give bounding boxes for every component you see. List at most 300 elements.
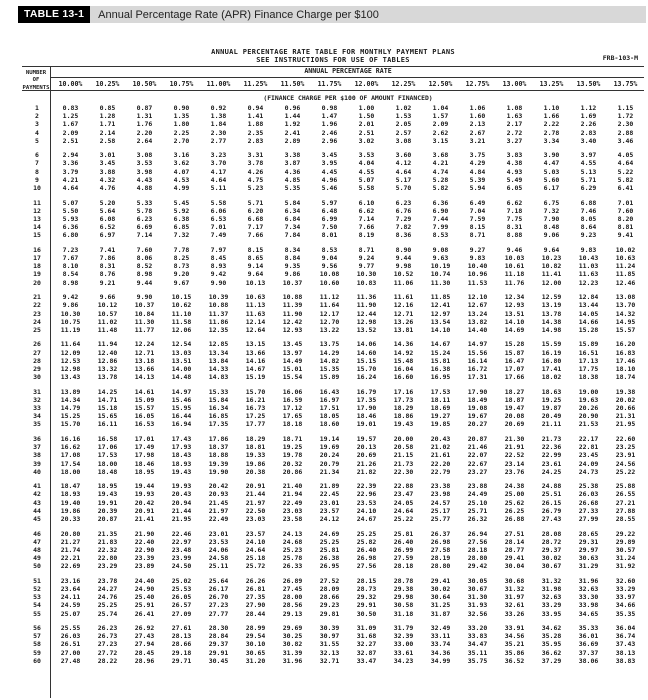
finance-charge-cell: 5.11	[210, 184, 227, 193]
finance-charge-cell: 10.52	[393, 270, 414, 279]
finance-charge-cell: 17.49	[134, 443, 155, 452]
payments-count-cell: 3	[35, 120, 39, 129]
finance-charge-cell: 23.98	[430, 490, 451, 499]
finance-charge-cell: 21.61	[430, 451, 451, 460]
finance-charge-cell: 20.91	[245, 482, 266, 491]
finance-charge-cell: 8.84	[284, 254, 301, 263]
finance-charge-cell: 19.08	[467, 404, 488, 413]
finance-charge-cell: 29.81	[319, 609, 340, 618]
finance-charge-cell: 5.07	[62, 198, 79, 207]
finance-charge-cell: 10.43	[578, 254, 599, 263]
finance-charge-cell: 8.71	[469, 231, 486, 240]
payments-count-cell: 49	[33, 554, 41, 563]
finance-charge-cell: 5.70	[395, 184, 412, 193]
finance-charge-cell: 28.15	[356, 576, 377, 585]
finance-charge-cell: 33.00	[393, 640, 414, 649]
finance-charge-cell: 20.26	[578, 404, 599, 413]
finance-charge-cell: 16.95	[430, 373, 451, 382]
table-row	[22, 601, 644, 609]
finance-charge-cell: 31.97	[504, 593, 525, 602]
finance-charge-cell: 26.37	[430, 529, 451, 538]
finance-charge-cell: 31.96	[578, 576, 599, 585]
finance-charge-cell: 23.38	[430, 482, 451, 491]
finance-charge-cell: 17.98	[134, 451, 155, 460]
finance-charge-cell: 32.60	[615, 576, 636, 585]
finance-charge-cell: 31.18	[393, 609, 414, 618]
finance-charge-cell: 15.15	[356, 356, 377, 365]
finance-charge-cell: 33.74	[430, 640, 451, 649]
table-row	[22, 151, 644, 159]
finance-charge-cell: 18.05	[319, 412, 340, 421]
finance-charge-cell: 1.84	[210, 120, 227, 129]
finance-charge-cell: 8.53	[321, 245, 338, 254]
finance-charge-cell: 9.44	[395, 254, 412, 263]
finance-charge-cell: 19.69	[319, 443, 340, 452]
table-row	[22, 460, 644, 468]
table-row	[22, 262, 644, 270]
finance-charge-cell: 29.22	[615, 529, 636, 538]
finance-charge-cell: 16.62	[60, 443, 81, 452]
finance-charge-cell: 1.67	[62, 120, 79, 129]
finance-charge-cell: 21.34	[319, 467, 340, 476]
finance-charge-cell: 3.70	[210, 159, 227, 168]
finance-charge-cell: 19.86	[60, 506, 81, 515]
finance-charge-cell: 10.23	[541, 254, 562, 263]
finance-charge-cell: 31.39	[282, 648, 303, 657]
finance-charge-cell: 22.49	[282, 498, 303, 507]
finance-charge-cell: 18.00	[97, 459, 118, 468]
finance-charge-cell: 18.29	[393, 404, 414, 413]
finance-charge-cell: 13.70	[615, 301, 636, 310]
finance-charge-cell: 13.03	[171, 348, 192, 357]
finance-charge-cell: 19.38	[615, 387, 636, 396]
finance-charge-cell: 15.25	[60, 412, 81, 421]
finance-charge-cell: 18.93	[171, 459, 192, 468]
finance-charge-cell: 10.63	[615, 254, 636, 263]
finance-charge-cell: 15.81	[430, 356, 451, 365]
table-row	[22, 365, 644, 373]
rate-header-cell: 10.00%	[58, 80, 83, 88]
finance-charge-cell: 22.69	[60, 562, 81, 571]
finance-charge-cell: 33.61	[393, 648, 414, 657]
table-row	[22, 246, 644, 254]
finance-charge-cell: 14.38	[541, 317, 562, 326]
finance-charge-cell: 3.68	[432, 151, 449, 160]
finance-charge-cell: 2.77	[210, 136, 227, 145]
finance-charge-cell: 4.43	[136, 175, 153, 184]
finance-charge-cell: 35.75	[467, 656, 488, 665]
finance-charge-cell: 11.06	[393, 278, 414, 287]
payments-count-cell: 29	[33, 364, 41, 373]
table-row	[22, 624, 644, 632]
left-head-line-2: OF	[32, 77, 40, 84]
finance-charge-cell: 22.46	[171, 529, 192, 538]
finance-charge-cell: 2.51	[62, 136, 79, 145]
finance-charge-cell: 28.72	[541, 537, 562, 546]
payments-count-cell: 25	[33, 325, 41, 334]
table-row	[22, 279, 644, 287]
finance-charge-cell: 7.34	[284, 223, 301, 232]
finance-charge-cell: 4.07	[173, 167, 190, 176]
finance-charge-cell: 6.05	[506, 184, 523, 193]
finance-charge-cell: 6.90	[432, 206, 449, 215]
finance-charge-cell: 12.70	[319, 317, 340, 326]
finance-charge-cell: 8.10	[62, 262, 79, 271]
finance-charge-cell: 13.89	[60, 387, 81, 396]
finance-charge-cell: 3.78	[247, 159, 264, 168]
finance-charge-cell: 34.62	[541, 624, 562, 633]
finance-charge-cell: 6.23	[136, 214, 153, 223]
finance-charge-cell: 1.41	[247, 112, 264, 121]
finance-charge-cell: 5.64	[99, 206, 116, 215]
finance-charge-cell: 3.95	[321, 159, 338, 168]
finance-charge-cell: 16.14	[467, 356, 488, 365]
finance-charge-cell: 15.54	[282, 373, 303, 382]
finance-charge-cell: 21.53	[578, 420, 599, 429]
finance-charge-cell: 15.57	[134, 404, 155, 413]
finance-charge-cell: 5.71	[580, 175, 597, 184]
finance-charge-cell: 20.43	[430, 434, 451, 443]
finance-charge-cell: 18.43	[171, 451, 192, 460]
finance-charge-cell: 1.06	[469, 104, 486, 112]
finance-charge-cell: 30.67	[541, 562, 562, 571]
row-group	[22, 199, 644, 240]
finance-charge-cell: 16.58	[97, 434, 118, 443]
finance-charge-cell: 4.93	[506, 167, 523, 176]
finance-charge-cell: 26.98	[430, 537, 451, 546]
finance-charge-cell: 22.21	[60, 554, 81, 563]
row-group	[22, 340, 644, 381]
finance-charge-cell: 1.71	[99, 120, 116, 129]
finance-charge-cell: 12.64	[245, 325, 266, 334]
finance-charge-cell: 29.42	[467, 562, 488, 571]
finance-charge-cell: 25.51	[541, 490, 562, 499]
finance-charge-cell: 9.14	[247, 262, 264, 271]
finance-charge-cell: 5.60	[543, 175, 560, 184]
finance-charge-cell: 36.69	[578, 640, 599, 649]
finance-charge-cell: 17.86	[208, 434, 229, 443]
finance-charge-cell: 5.49	[506, 175, 523, 184]
payments-count-cell: 32	[33, 395, 41, 404]
finance-charge-cell: 7.82	[395, 223, 412, 232]
finance-charge-cell: 10.19	[430, 262, 451, 271]
finance-charge-cell: 9.42	[210, 270, 227, 279]
finance-charge-cell: 27.77	[208, 609, 229, 618]
finance-charge-cell: 1.12	[580, 104, 597, 112]
finance-charge-cell: 20.69	[356, 451, 377, 460]
payments-count-cell: 42	[33, 490, 41, 499]
finance-charge-cell: 21.95	[171, 515, 192, 523]
finance-charge-cell: 20.42	[208, 482, 229, 491]
finance-charge-cell: 26.92	[134, 624, 155, 633]
finance-charge-cell: 10.37	[282, 278, 303, 287]
table-row	[22, 443, 644, 451]
finance-charge-cell: 24.09	[578, 459, 599, 468]
finance-charge-cell: 24.58	[208, 554, 229, 563]
finance-charge-cell: 26.99	[393, 545, 414, 554]
finance-charge-cell: 8.31	[506, 223, 523, 232]
finance-charge-cell: 18.27	[504, 387, 525, 396]
finance-charge-cell: 20.13	[356, 443, 377, 452]
finance-charge-cell: 13.75	[319, 340, 340, 349]
finance-charge-cell: 25.10	[467, 498, 488, 507]
finance-charge-cell: 4.55	[358, 167, 375, 176]
finance-charge-cell: 12.16	[393, 301, 414, 310]
finance-charge-cell: 2.30	[210, 128, 227, 137]
finance-charge-cell: 22.67	[467, 459, 488, 468]
finance-charge-cell: 2.83	[247, 136, 264, 145]
finance-charge-cell: 1.80	[173, 120, 190, 129]
finance-charge-cell: 22.30	[393, 467, 414, 476]
payments-count-cell: 24	[33, 317, 41, 326]
finance-charge-cell: 15.89	[578, 340, 599, 349]
finance-charge-cell: 22.60	[615, 434, 636, 443]
finance-charge-cell: 15.01	[282, 364, 303, 373]
finance-charge-cell: 30.45	[208, 656, 229, 665]
finance-charge-cell: 14.34	[60, 395, 81, 404]
finance-charge-cell: 16.51	[578, 348, 599, 357]
row-group	[22, 577, 644, 618]
finance-charge-cell: 19.43	[393, 420, 414, 429]
finance-charge-cell: 10.57	[97, 309, 118, 318]
finance-charge-cell: 22.20	[430, 459, 451, 468]
finance-charge-cell: 1.28	[99, 112, 116, 121]
finance-charge-cell: 28.19	[430, 554, 451, 563]
finance-charge-cell: 6.49	[469, 198, 486, 207]
finance-charge-cell: 26.32	[467, 515, 488, 523]
finance-charge-cell: 31.92	[615, 562, 636, 571]
finance-charge-cell: 18.63	[541, 387, 562, 396]
table-row	[22, 412, 644, 420]
finance-charge-cell: 16.94	[171, 420, 192, 429]
finance-charge-cell: 14.95	[615, 317, 636, 326]
finance-charge-cell: 18.02	[541, 373, 562, 382]
finance-charge-cell: 32.39	[393, 632, 414, 641]
payments-count-cell: 20	[33, 278, 41, 287]
finance-charge-cell: 8.64	[580, 223, 597, 232]
finance-charge-cell: 5.58	[358, 184, 375, 193]
table-row	[22, 112, 644, 120]
finance-charge-cell: 17.54	[60, 459, 81, 468]
finance-charge-cell: 15.19	[245, 373, 266, 382]
finance-charge-cell: 28.78	[393, 576, 414, 585]
finance-charge-cell: 12.54	[171, 340, 192, 349]
payments-count-cell: 26	[33, 340, 41, 349]
finance-charge-cell: 7.23	[62, 245, 79, 254]
rate-header-cell: 10.50%	[132, 80, 157, 88]
finance-charge-cell: 22.07	[467, 451, 488, 460]
finance-charge-cell: 3.97	[580, 151, 597, 160]
finance-charge-cell: 33.95	[541, 609, 562, 618]
finance-charge-cell: 8.93	[210, 262, 227, 271]
finance-charge-cell: 6.88	[580, 198, 597, 207]
finance-charge-cell: 11.39	[282, 301, 303, 310]
finance-charge-cell: 22.79	[430, 467, 451, 476]
finance-charge-cell: 4.17	[210, 167, 227, 176]
finance-charge-cell: 14.97	[467, 340, 488, 349]
finance-charge-cell: 25.23	[282, 545, 303, 554]
finance-charge-cell: 9.86	[62, 301, 79, 310]
finance-charge-cell: 36.04	[615, 624, 636, 633]
row-group	[22, 293, 644, 334]
finance-charge-cell: 29.41	[504, 554, 525, 563]
finance-charge-cell: 23.16	[60, 576, 81, 585]
finance-charge-cell: 11.64	[60, 340, 81, 349]
finance-charge-cell: 9.23	[580, 231, 597, 240]
finance-charge-cell: 17.13	[578, 356, 599, 365]
finance-charge-cell: 10.30	[356, 270, 377, 279]
finance-charge-cell: 14.71	[97, 395, 118, 404]
rate-header-cell: 11.75%	[317, 80, 342, 88]
finance-charge-cell: 28.44	[245, 609, 266, 618]
finance-charge-cell: 11.58	[171, 317, 192, 326]
finance-charge-cell: 15.59	[541, 340, 562, 349]
finance-charge-cell: 8.71	[358, 245, 375, 254]
finance-charge-cell: 4.21	[62, 175, 79, 184]
table-row	[22, 468, 644, 476]
finance-charge-cell: 21.97	[245, 498, 266, 507]
finance-charge-cell: 9.46	[506, 245, 523, 254]
finance-charge-cell: 10.12	[97, 301, 118, 310]
finance-charge-cell: 21.91	[504, 443, 525, 452]
finance-charge-cell: 2.05	[395, 120, 412, 129]
finance-charge-cell: 14.67	[245, 364, 266, 373]
table-row	[22, 499, 644, 507]
finance-charge-cell: 13.66	[245, 348, 266, 357]
finance-charge-cell: 18.93	[60, 490, 81, 499]
rate-header-cell: 11.25%	[243, 80, 268, 88]
finance-charge-cell: 3.08	[136, 151, 153, 160]
finance-charge-cell: 27.51	[504, 529, 525, 538]
finance-charge-cell: 16.11	[97, 420, 118, 429]
finance-charge-cell: 2.67	[469, 128, 486, 137]
finance-charge-cell: 17.51	[319, 404, 340, 413]
finance-charge-cell: 28.73	[356, 585, 377, 593]
finance-charge-cell: 25.18	[245, 554, 266, 563]
finance-charge-cell: 8.90	[395, 245, 412, 254]
finance-charge-cell: 1.66	[543, 112, 560, 121]
finance-charge-cell: 30.68	[504, 576, 525, 585]
finance-charge-cell: 13.78	[97, 373, 118, 382]
finance-charge-cell: 15.28	[578, 325, 599, 334]
finance-charge-cell: 11.86	[208, 317, 229, 326]
finance-charge-cell: 27.59	[393, 554, 414, 563]
finance-charge-cell: 7.97	[210, 245, 227, 254]
finance-charge-cell: 23.58	[282, 515, 303, 523]
finance-charge-cell: 26.03	[60, 632, 81, 641]
finance-charge-cell: 31.32	[504, 585, 525, 593]
finance-charge-cell: 19.33	[245, 451, 266, 460]
finance-charge-cell: 28.65	[578, 529, 599, 538]
finance-charge-cell: 22.49	[208, 515, 229, 523]
finance-charge-cell: 14.79	[60, 404, 81, 413]
finance-charge-cell: 26.57	[171, 601, 192, 610]
finance-charge-cell: 6.52	[99, 223, 116, 232]
finance-charge-cell: 14.83	[208, 373, 229, 382]
finance-charge-cell: 19.14	[319, 434, 340, 443]
finance-charge-cell: 26.89	[282, 576, 303, 585]
apr-title-rule	[50, 77, 644, 78]
finance-charge-cell: 23.45	[578, 451, 599, 460]
finance-charge-cell: 20.39	[97, 506, 118, 515]
finance-charge-cell: 26.79	[541, 506, 562, 515]
finance-charge-cell: 25.72	[245, 562, 266, 571]
finance-charge-cell: 26.95	[319, 562, 340, 571]
finance-charge-cell: 4.05	[617, 151, 634, 160]
payments-count-cell: 34	[33, 412, 41, 421]
finance-charge-cell: 9.06	[543, 231, 560, 240]
finance-charge-cell: 29.91	[356, 601, 377, 610]
finance-charge-cell: 28.80	[467, 554, 488, 563]
table-row	[22, 538, 644, 546]
finance-charge-cell: 30.58	[393, 601, 414, 610]
finance-charge-cell: 31.32	[541, 576, 562, 585]
finance-charge-cell: 7.01	[617, 198, 634, 207]
finance-charge-cell: 23.01	[319, 498, 340, 507]
finance-charge-cell: 3.75	[469, 151, 486, 160]
payments-count-cell: 44	[33, 506, 41, 515]
finance-charge-cell: 19.85	[430, 420, 451, 429]
table-row	[22, 318, 644, 326]
finance-charge-cell: 17.66	[504, 373, 525, 382]
finance-charge-cell: 17.41	[541, 364, 562, 373]
finance-charge-cell: 5.92	[173, 206, 190, 215]
finance-charge-cell: 29.23	[319, 601, 340, 610]
finance-charge-cell: 8.45	[210, 254, 227, 263]
rate-header-cell: 10.75%	[169, 80, 194, 88]
finance-charge-cell: 12.46	[615, 278, 636, 287]
finance-charge-cell: 10.61	[504, 262, 525, 271]
finance-charge-cell: 4.64	[210, 175, 227, 184]
finance-charge-cell: 18.74	[615, 373, 636, 382]
finance-charge-cell: 25.22	[393, 515, 414, 523]
finance-charge-cell: 3.83	[506, 151, 523, 160]
finance-charge-cell: 27.56	[356, 562, 377, 571]
finance-charge-cell: 28.00	[282, 593, 303, 602]
rate-header-cell: 12.50%	[428, 80, 453, 88]
finance-charge-cell: 1.44	[284, 112, 301, 121]
finance-charge-cell: 28.09	[319, 585, 340, 593]
finance-charge-cell: 13.81	[393, 325, 414, 334]
header-rule	[22, 90, 644, 91]
finance-charge-cell: 18.37	[208, 443, 229, 452]
finance-charge-cell: 19.90	[208, 467, 229, 476]
finance-charge-cell: 15.57	[615, 325, 636, 334]
finance-charge-cell: 26.25	[504, 506, 525, 515]
finance-charge-cell: 26.33	[282, 562, 303, 571]
finance-charge-cell: 7.46	[580, 206, 597, 215]
finance-charge-cell: 5.71	[247, 198, 264, 207]
finance-charge-cell: 22.32	[97, 545, 118, 554]
finance-charge-cell: 5.35	[284, 184, 301, 193]
finance-charge-cell: 15.65	[97, 412, 118, 421]
finance-charge-cell: 27.00	[60, 648, 81, 657]
finance-charge-cell: 24.38	[504, 482, 525, 491]
finance-charge-cell: 5.82	[617, 175, 634, 184]
finance-charge-cell: 13.19	[541, 301, 562, 310]
rate-header-cell: 10.25%	[95, 80, 120, 88]
finance-charge-cell: 25.64	[208, 576, 229, 585]
finance-charge-cell: 24.13	[282, 529, 303, 538]
number-of-payments-header	[22, 70, 50, 92]
finance-charge-cell: 14.48	[171, 373, 192, 382]
finance-charge-cell: 3.46	[617, 136, 634, 145]
finance-charge-cell: 28.96	[134, 656, 155, 665]
finance-charge-cell: 10.62	[171, 301, 192, 310]
finance-charge-cell: 33.26	[504, 609, 525, 618]
finance-charge-cell: 35.35	[615, 609, 636, 618]
finance-charge-cell: 14.98	[541, 325, 562, 334]
